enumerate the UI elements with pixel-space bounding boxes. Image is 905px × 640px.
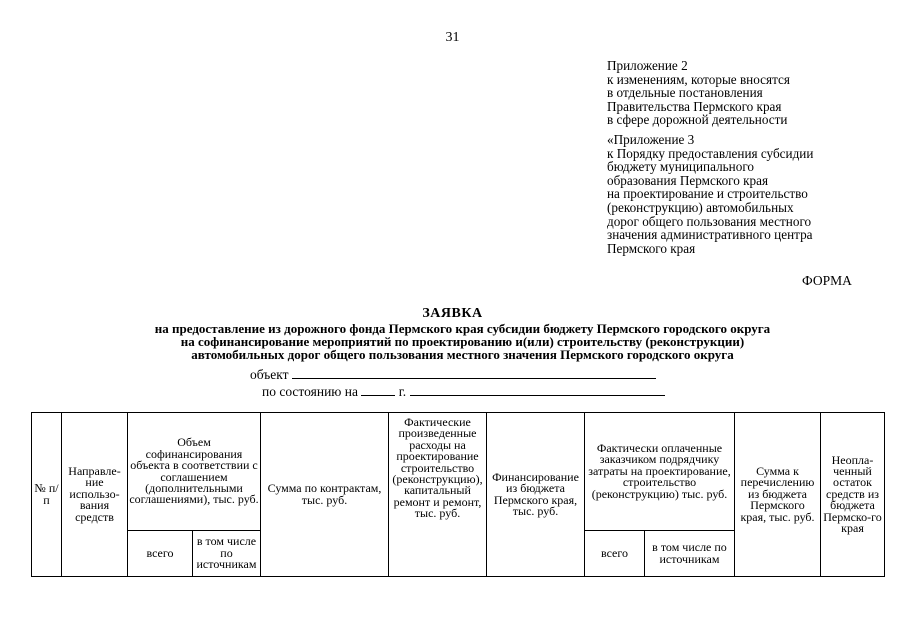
appendix-line: бюджету муниципального <box>607 159 754 175</box>
appendix-line: (реконструкцию) автомобильных <box>607 199 794 215</box>
object-input-line[interactable] <box>292 366 656 379</box>
appendix-3-block <box>607 133 813 255</box>
header-volume: Объем софинансирования объекта в соответствии с соглашением (дополнительными соглашениями), тыс. руб. <box>128 413 261 531</box>
document-title: ЗАЯВКА <box>422 306 483 321</box>
header-actual-costs: Фактические произведенные расходы на проектирование строительство (реконструкцию), капитальный ремонт и ремонт, тыс. руб. <box>389 413 487 577</box>
header-unpaid: Неопла-ченный остаток средств из бюджета Пермско-го края <box>821 413 885 577</box>
appendix-line: в сфере дорожной деятельности <box>607 112 788 128</box>
header-paid: Фактически оплаченные заказчиком подрядчику затраты на проектирование, строительство (реконструкцию) тыс. руб. <box>585 413 735 531</box>
header-volume-total: всего <box>128 531 193 577</box>
appendix-line: образования Пермского края <box>607 172 769 188</box>
appendix-line: дорог общего пользования местного <box>607 213 812 229</box>
appendix-line: Правительства Пермского края <box>607 98 782 114</box>
appendix-line: к изменениям, которые вносятся <box>607 71 790 87</box>
header-direction: Направле-ние использо-вания средств <box>62 413 128 577</box>
object-label: объект <box>250 367 289 382</box>
document-subtitle <box>60 323 865 361</box>
header-volume-sources: в том числе по источникам <box>193 531 261 577</box>
subtitle-line: автомобильных дорог общего пользования местного значения Пермского городского округа <box>191 346 734 362</box>
appendix-line: к Порядку предоставления субсидии <box>607 145 814 161</box>
header-transfer: Сумма к перечислению из бюджета Пермского края, тыс. руб. <box>735 413 821 577</box>
status-date-line[interactable] <box>361 383 395 396</box>
header-num: № п/п <box>32 413 62 577</box>
page-number: 31 <box>445 30 460 45</box>
appendix-2-block <box>607 59 790 127</box>
appendix-line: Пермского края <box>607 240 696 256</box>
status-field <box>262 383 665 400</box>
header-financing: Финансирование из бюджета Пермского края, тыс. руб. <box>487 413 585 577</box>
appendix-line: в отдельные постановления <box>607 85 763 101</box>
status-extra-line[interactable] <box>410 383 665 396</box>
subtitle-line: на предоставление из дорожного фонда Пермского края субсидии бюджету Пермского городского округа <box>154 321 771 336</box>
object-field <box>250 366 656 383</box>
status-label: по состоянию на <box>262 384 358 399</box>
appendix-line: «Приложение 3 <box>607 132 695 147</box>
header-paid-total: всего <box>585 531 645 577</box>
header-contracts: Сумма по контрактам, тыс. руб. <box>261 413 389 577</box>
header-paid-sources: в том числе по источникам <box>645 531 735 577</box>
appendix-line: значения административного центра <box>607 227 813 243</box>
appendix-line: Приложение 2 <box>607 58 688 73</box>
form-label: ФОРМА <box>802 273 852 288</box>
year-suffix: г. <box>398 384 407 399</box>
application-table <box>31 412 885 577</box>
subtitle-line: на софинансирование мероприятий по проектированию и(или) строительству (реконструкции) <box>180 333 745 349</box>
appendix-line: на проектирование и строительство <box>607 186 808 202</box>
